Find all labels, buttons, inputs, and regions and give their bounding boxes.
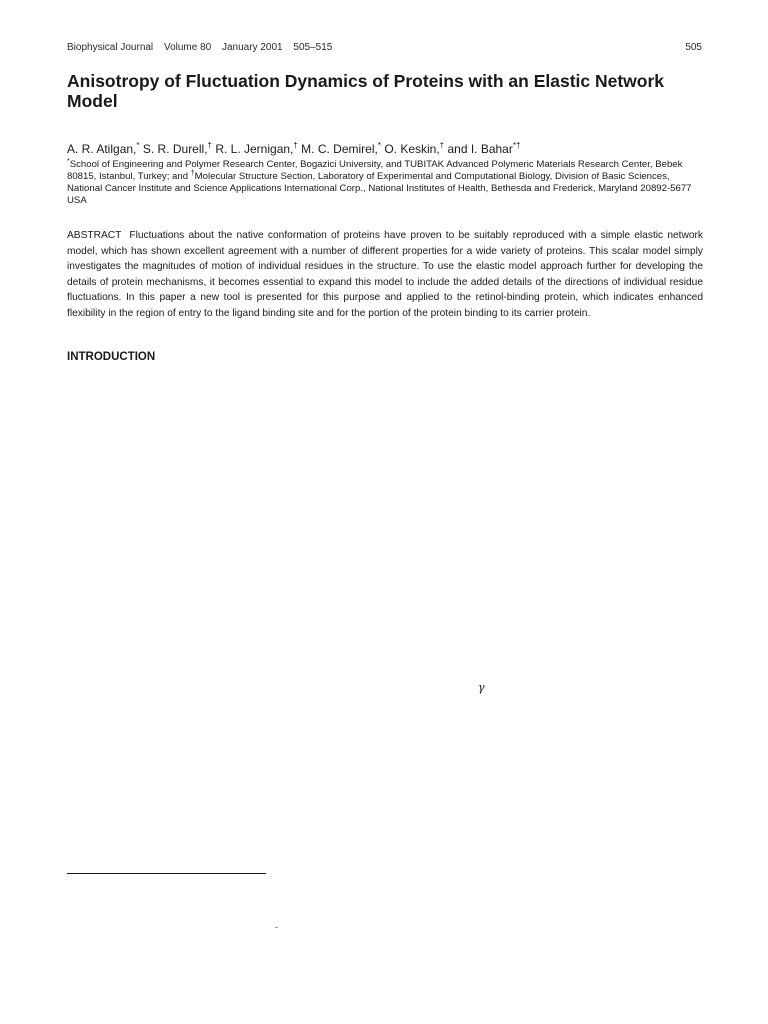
author-name: R. L. Jernigan, — [215, 142, 294, 156]
journal-date: January 2001 — [222, 42, 283, 53]
author-affiliation-mark: * — [136, 141, 140, 150]
abstract-label: ABSTRACT — [67, 230, 122, 241]
author-name: and I. Bahar — [447, 142, 513, 156]
journal-name: Biophysical Journal — [67, 42, 154, 53]
journal-pages: 505–515 — [293, 42, 333, 53]
affiliations — [67, 159, 707, 207]
running-head — [67, 42, 340, 53]
author-name: M. C. Demirel, — [301, 142, 378, 156]
section-heading-introduction: INTRODUCTION — [67, 351, 156, 363]
author-affiliation-mark: *† — [512, 141, 521, 150]
author-name: O. Keskin, — [384, 142, 440, 156]
abstract — [67, 228, 703, 321]
author-name: A. R. Atilgan, — [67, 142, 137, 156]
affiliation-text: Molecular Structure Section, Laboratory of Experimental and Computational Biology, Division of Basic Sciences, National Cancer Institute and Science Applications International Corp., National Institutes of Health, Bethesda and Frederick, Maryland 20892-5677 USA — [67, 171, 692, 206]
footnote-divider — [67, 873, 266, 874]
stray-mark: - — [275, 922, 278, 932]
author-affiliation-mark: † — [439, 141, 445, 150]
author-affiliation-mark: * — [377, 141, 381, 150]
paper-title: Anisotropy of Fluctuation Dynamics of Proteins with an Elastic Network Model — [67, 71, 665, 111]
page-number: 505 — [685, 42, 702, 53]
author-affiliation-mark: † — [293, 141, 298, 150]
abstract-text: Fluctuations about the native conformation of proteins have proven to be suitably reproduced with a simple elastic network model, which has shown excellent agreement with a number of different properties for a wide variety of proteins. This scalar model simply investigates the magnitudes of motion of individual residues in the structure. To use the elastic model approach further for developing the details of protein mechanisms, it becomes essential to expand this model to include the added details of the directions of individual residue fluctuations. In this paper a new tool is presented for this purpose and applied to the retinol-binding protein, which indicates enhanced flexibility in the region of entry to the ligand binding site and for the portion of the protein binding to its carrier protein. — [67, 230, 703, 319]
affiliation-mark: † — [190, 169, 195, 177]
affiliation-mark: * — [67, 157, 70, 165]
author-name: S. R. Durell, — [142, 142, 208, 156]
author-affiliation-mark: † — [207, 141, 212, 150]
journal-volume: Volume 80 — [163, 42, 212, 53]
author-list — [67, 142, 520, 156]
affiliation-text: School of Engineering and Polymer Research Center, Bogazici University, and TUBITAK Advanced Polymeric Materials Research Center, Bebek 80815, Istanbul, Turkey; and — [67, 159, 683, 182]
gamma-symbol: γ — [478, 681, 485, 694]
